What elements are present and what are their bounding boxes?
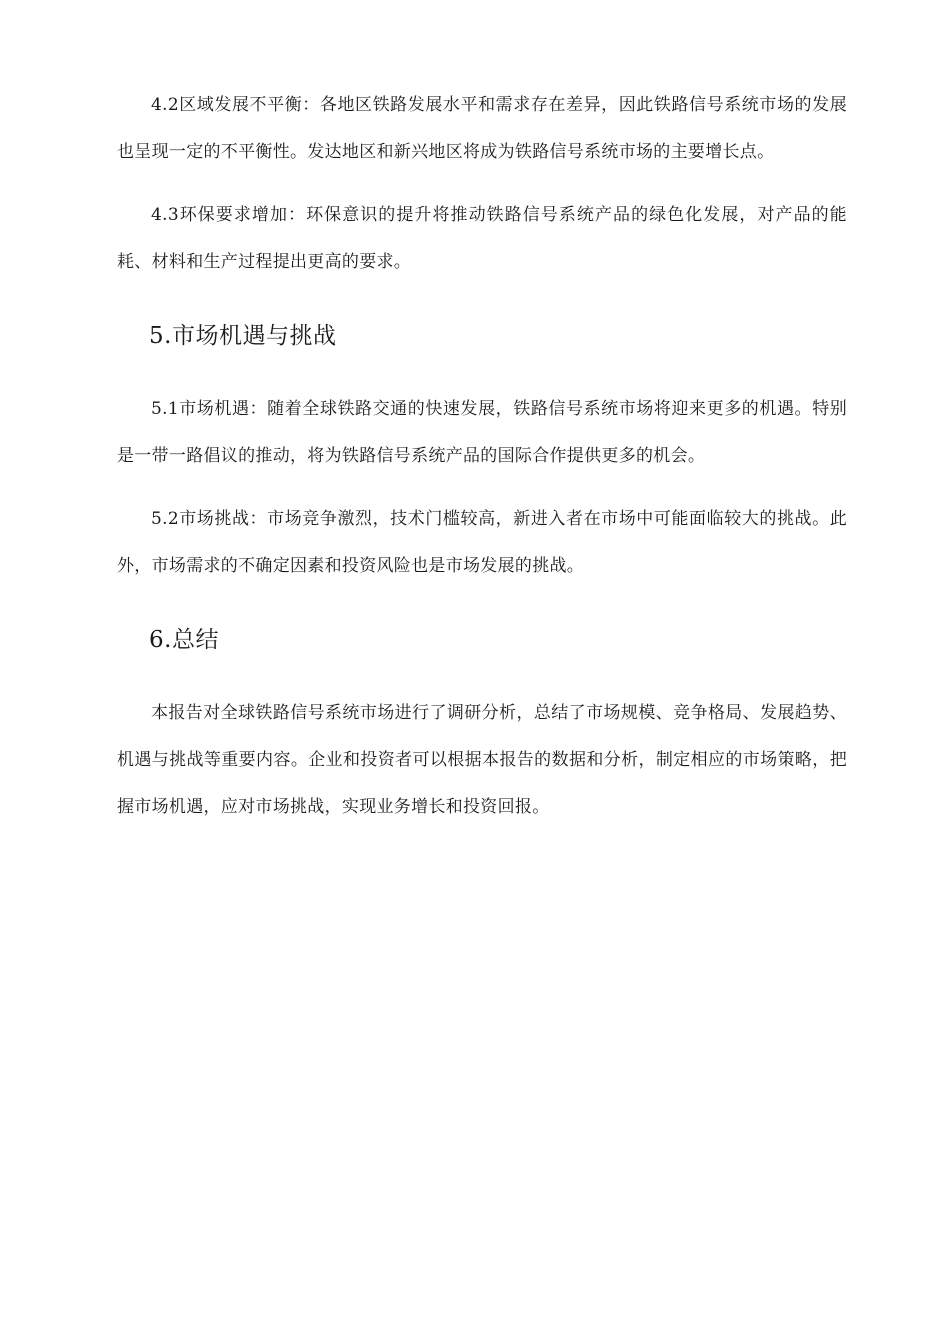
paragraph-4-2: 4.2区域发展不平衡：各地区铁路发展水平和需求存在差异，因此铁路信号系统市场的发展也呈现一定的不平衡性。发达地区和新兴地区将成为铁路信号系统市场的主要增长点。 — [117, 95, 847, 162]
paragraph-5-2: 5.2市场挑战：市场竞争激烈，技术门槛较高，新进入者在市场中可能面临较大的挑战。此外，市场需求的不确定因素和投资风险也是市场发展的挑战。 — [117, 509, 847, 576]
document-page — [117, 82, 847, 831]
section-heading-6: 6.总结 — [149, 627, 219, 653]
section-heading-5: 5.市场机遇与挑战 — [149, 323, 337, 349]
paragraph-summary: 本报告对全球铁路信号系统市场进行了调研分析，总结了市场规模、竞争格局、发展趋势、机遇与挑战等重要内容。企业和投资者可以根据本报告的数据和分析，制定相应的市场策略，把握市场机遇，应对市场挑战，实现业务增长和投资回报。 — [117, 703, 847, 817]
paragraph-5-1: 5.1市场机遇：随着全球铁路交通的快速发展，铁路信号系统市场将迎来更多的机遇。特别是一带一路倡议的推动，将为铁路信号系统产品的国际合作提供更多的机会。 — [117, 399, 847, 466]
paragraph-4-3: 4.3环保要求增加：环保意识的提升将推动铁路信号系统产品的绿色化发展，对产品的能耗、材料和生产过程提出更高的要求。 — [117, 205, 847, 272]
